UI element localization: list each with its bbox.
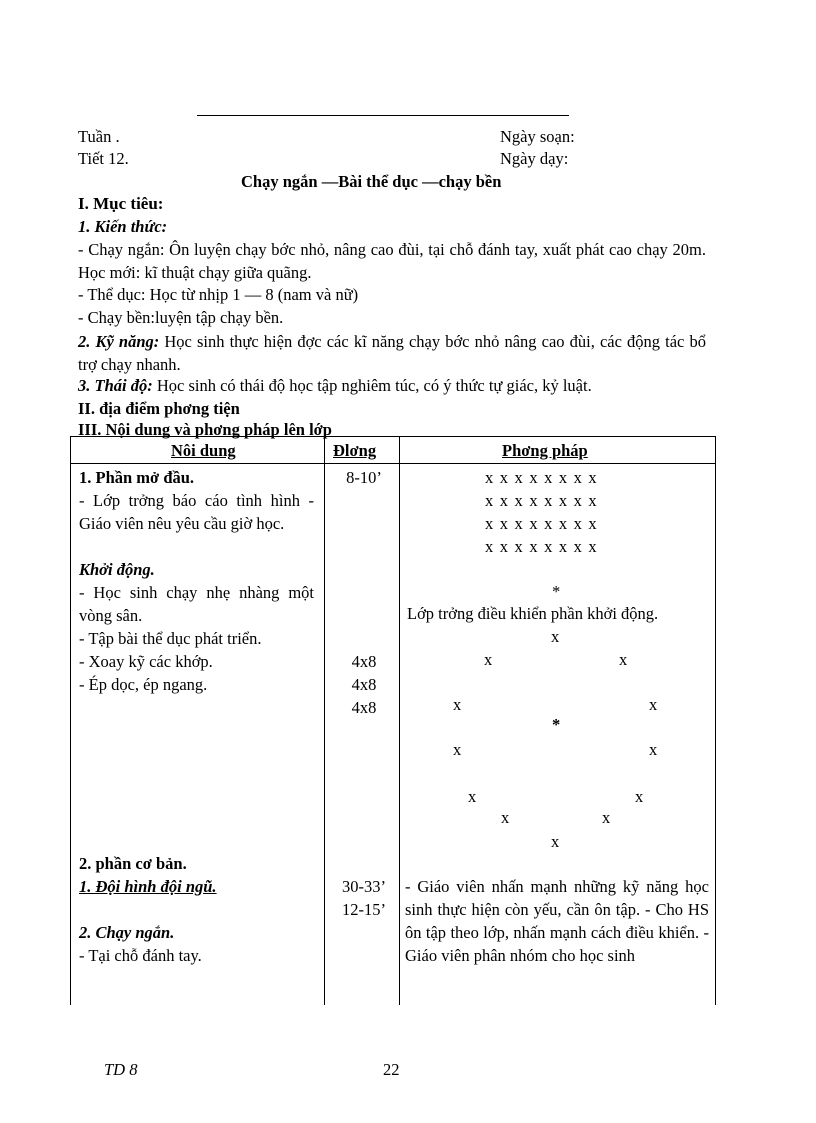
- part1-heading: 1. Phần mở đầu.: [79, 468, 195, 487]
- col-header-content: Nôi dung: [171, 441, 236, 460]
- footer-label: TD 8: [104, 1060, 138, 1079]
- knowledge-heading: 1. Kiến thức:: [78, 217, 168, 236]
- amount-5: 30-33’: [342, 877, 386, 896]
- leader-star: *: [552, 582, 561, 601]
- warmup-text: - Học sinh chạy nhẹ nhàng một vòng sân.: [79, 583, 314, 625]
- amount-3: 4x8: [351, 675, 377, 694]
- circle-x-6: x: [453, 740, 462, 759]
- circle-x-2: x: [484, 650, 493, 669]
- skills-paragraph: [78, 330, 706, 376]
- teach-date-label: Ngày dạy:: [500, 149, 569, 168]
- drill-heading: 1. Đội hình đội ngũ.: [79, 877, 217, 896]
- warmup-line-5: - Ép dọc, ép ngang.: [79, 675, 208, 694]
- amount-4: 4x8: [351, 698, 377, 717]
- amount-6: 12-15’: [342, 900, 386, 919]
- week-label: Tuần .: [78, 127, 120, 146]
- page-number: 22: [383, 1060, 400, 1079]
- attitude-text: Học sinh có thái độ học tập nghiêm túc, có ý thức tự giác, kỷ luật.: [152, 376, 592, 395]
- header-rule: [197, 115, 569, 116]
- circle-x-7: x: [649, 740, 658, 759]
- formation-row-4: x x x x x x x x: [485, 537, 598, 556]
- knowledge-line-1: - Chạy ngắn: Ôn luyện chạy bớc nhỏ, nâng cao đùi, tại chỗ đánh tay, xuất phát cao chạy 20m. Học mới: kĩ thuật chạy giữa quãng.: [78, 240, 706, 282]
- circle-x-11: x: [602, 808, 611, 827]
- content-heading: III. Nội dung và phơng pháp lên lớp: [78, 420, 332, 439]
- warmup-line-4: - Xoay kỹ các khớp.: [79, 652, 213, 671]
- circle-x-10: x: [501, 808, 510, 827]
- warmup-line-3: - Tập bài thể dục phát triển.: [79, 629, 262, 648]
- run-text: - Tại chỗ đánh tay.: [79, 946, 202, 965]
- table-header-rule: [71, 463, 715, 464]
- location-heading: II. địa điểm phơng tiện: [78, 399, 240, 418]
- circle-x-3: x: [619, 650, 628, 669]
- table-divider-1: [324, 437, 325, 1005]
- attitude-paragraph: [78, 376, 592, 396]
- circle-x-12: x: [551, 832, 560, 851]
- formation-row-1: x x x x x x x x: [485, 468, 598, 487]
- skills-heading: 2. Kỹ năng:: [78, 332, 160, 351]
- run-heading: 2. Chạy ngắn.: [79, 923, 175, 942]
- col-header-method: Phơng pháp: [502, 441, 588, 460]
- lesson-table: [70, 436, 716, 1005]
- circle-x-4: x: [453, 695, 462, 714]
- knowledge-line-2: - Thể dục: Học từ nhịp 1 — 8 (nam và nữ): [78, 285, 359, 304]
- amount-2: 4x8: [351, 652, 377, 671]
- circle-x-5: x: [649, 695, 658, 714]
- method-text: - Giáo viên nhấn mạnh những kỹ năng học sinh thực hiện còn yếu, cần ôn tập. - Cho HS ôn tập theo lớp, nhấn mạnh cách điều khiển. - Giáo viên phân nhóm cho học sinh: [405, 877, 709, 965]
- circle-x-9: x: [635, 787, 644, 806]
- circle-x-1: x: [551, 627, 560, 646]
- lesson-label: Tiết 12.: [78, 149, 129, 168]
- skills-text: Học sinh thực hiện đợc các kĩ năng chạy bớc nhỏ nâng cao đùi, các động tác bổ trợ chạy nhanh.: [78, 332, 706, 374]
- formation-row-3: x x x x x x x x: [485, 514, 598, 533]
- part2-heading: 2. phần cơ bản.: [79, 854, 187, 873]
- leader-text: Lớp trởng điều khiển phần khởi động.: [407, 604, 659, 623]
- prep-date-label: Ngày soạn:: [500, 127, 575, 146]
- circle-x-8: x: [468, 787, 477, 806]
- part1-text: - Lớp trởng báo cáo tình hình - Giáo viên nêu yêu cầu giờ học.: [79, 491, 314, 533]
- circle-center-star: *: [552, 715, 561, 734]
- formation-row-2: x x x x x x x x: [485, 491, 598, 510]
- page-title: Chạy ngắn —Bài thể dục —chạy bền: [241, 172, 502, 191]
- col-header-amount: Đlơng: [333, 441, 377, 460]
- warmup-heading: Khởi động.: [79, 560, 155, 579]
- attitude-heading: 3. Thái độ:: [78, 376, 153, 395]
- objectives-heading: I. Mục tiêu:: [78, 194, 164, 213]
- knowledge-line-3: - Chạy bền:luyện tập chạy bền.: [78, 308, 284, 327]
- amount-1: 8-10’: [346, 468, 382, 487]
